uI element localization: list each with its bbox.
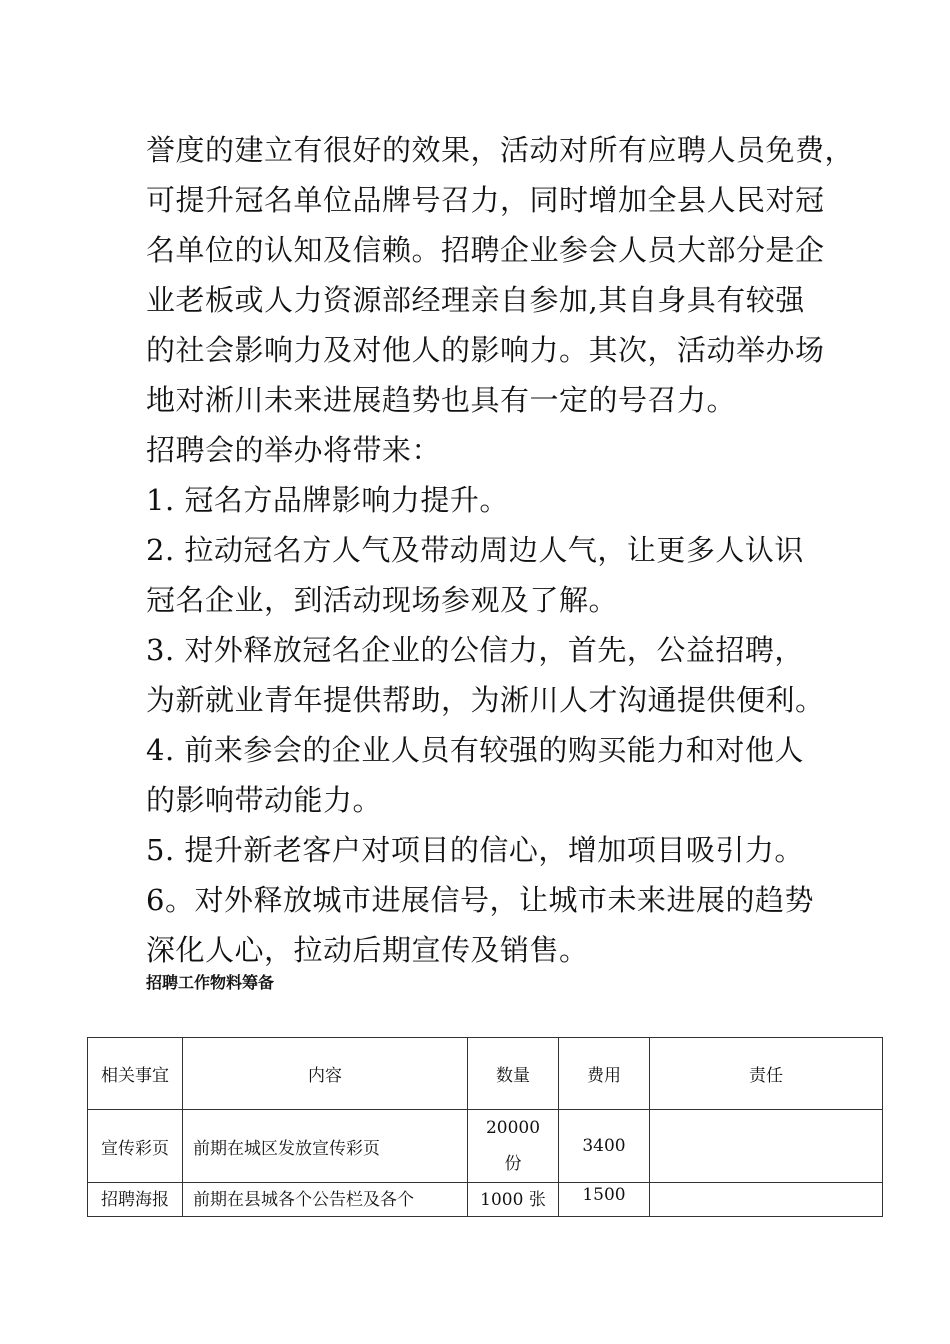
cell-cost: 3400 — [559, 1110, 650, 1183]
cell-content: 前期在城区发放宣传彩页 — [183, 1110, 468, 1183]
cell-qty-line1: 20000 — [485, 1118, 541, 1138]
list-item: 1. 冠名方品牌影响力提升。 — [146, 483, 509, 517]
cell-owner — [650, 1110, 883, 1183]
header-content: 内容 — [183, 1038, 468, 1110]
list-item-continuation: 冠名企业，到活动现场参观及了解。 — [146, 583, 619, 617]
cell-qty-line2: 份 — [504, 1154, 522, 1174]
header-owner: 责任 — [650, 1038, 883, 1110]
body-line: 誉度的建立有很好的效果，活动对所有应聘人员免费， — [146, 133, 855, 167]
table-row — [88, 1110, 883, 1183]
header-matter: 相关事宜 — [88, 1038, 183, 1110]
table-header-row — [88, 1038, 883, 1110]
list-item: 4. 前来参会的企业人员有较强的购买能力和对他人 — [146, 733, 804, 767]
body-line: 招聘会的举办将带来： — [146, 433, 442, 467]
header-cost: 费用 — [559, 1038, 650, 1110]
list-item: 2. 拉动冠名方人气及带动周边人气，让更多人认识 — [146, 533, 804, 567]
list-item-continuation: 的影响带动能力。 — [146, 783, 383, 817]
list-item: 3. 对外释放冠名企业的公信力，首先，公益招聘， — [146, 633, 804, 667]
cell-content: 前期在县城各个公告栏及各个 — [183, 1183, 468, 1217]
body-line: 可提升冠名单位品牌号召力，同时增加全县人民对冠 — [146, 183, 825, 217]
body-line: 名单位的认知及信赖。招聘企业参会人员大部分是企 — [146, 233, 825, 267]
list-item: 6。对外释放城市进展信号，让城市未来进展的趋势 — [146, 883, 814, 917]
cell-matter: 招聘海报 — [88, 1183, 183, 1217]
table-row — [88, 1183, 883, 1217]
cell-qty: 1000 张 — [468, 1183, 559, 1217]
cell-cost: 1500 — [559, 1183, 650, 1217]
cell-matter: 宣传彩页 — [88, 1110, 183, 1183]
list-item: 5. 提升新老客户对项目的信心，增加项目吸引力。 — [146, 833, 804, 867]
body-line: 地对淅川未来进展趋势也具有一定的号召力。 — [146, 383, 737, 417]
cell-owner — [650, 1183, 883, 1217]
cell-qty — [468, 1110, 559, 1183]
materials-table — [87, 1037, 883, 1217]
list-item-continuation: 深化人心，拉动后期宣传及销售。 — [146, 933, 589, 967]
body-line: 的社会影响力及对他人的影响力。其次，活动举办场 — [146, 333, 825, 367]
list-item-continuation: 为新就业青年提供帮助，为淅川人才沟通提供便利。 — [146, 683, 825, 717]
body-line: 业老板或人力资源部经理亲自参加,其自身具有较强 — [146, 283, 805, 317]
header-qty: 数量 — [468, 1038, 559, 1110]
section-title: 招聘工作物料筹备 — [146, 973, 275, 992]
